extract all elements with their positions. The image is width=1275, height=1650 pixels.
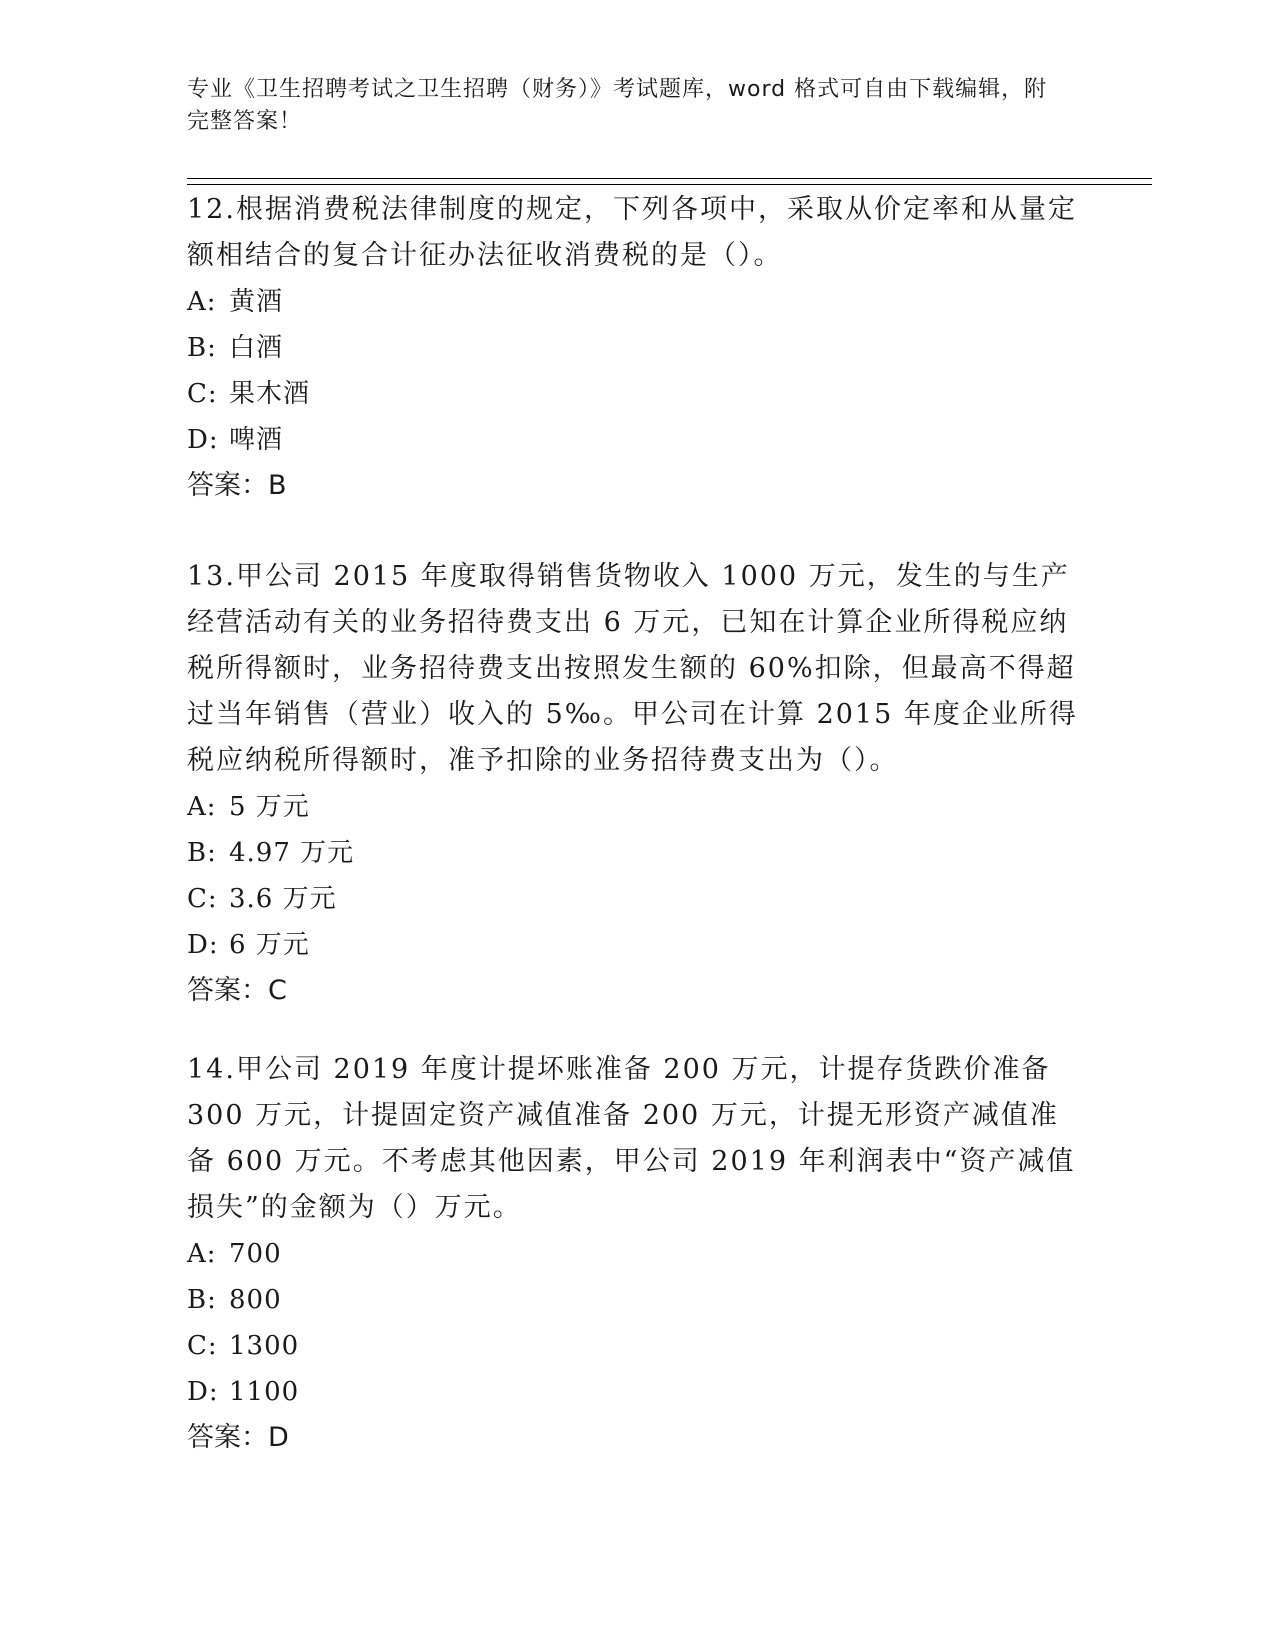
option-key: D: [187,1377,219,1407]
option-a [187,784,1087,830]
option-d [187,417,1087,463]
option-key: B: [187,1285,217,1315]
option-d [187,1369,1087,1415]
question-stem: 12.根据消费税法律制度的规定，下列各项中，采取从价定率和从量定额相结合的复合计征办法征收消费税的是（）。 [187,194,1077,271]
option-text: 5 万元 [229,792,310,822]
option-text: 700 [229,1239,282,1269]
option-list [187,1231,1087,1415]
question-stem: 14.甲公司 2019 年度计提坏账准备 200 万元，计提存货跌价准备 300 万元，计提固定资产减值准备 200 万元，计提无形资产减值准备 600 万元。不考虑其他因素，甲公司 2019 年利润表中“资产减值损失”的金额为（）万元。 [187,1054,1076,1223]
option-list [187,279,1087,463]
option-b [187,830,1087,876]
document-header: 专业《卫生招聘考试之卫生招聘（财务）》考试题库，word 格式可自由下载编辑，附完整答案！ [187,77,1048,134]
option-d [187,922,1087,968]
question-stem: 13.甲公司 2015 年度取得销售货物收入 1000 万元，发生的与生产经营活动有关的业务招待费支出 6 万元，已知在计算企业所得税应纳税所得额时，业务招待费支出按照发生额的 60%扣除，但最高不得超过当年销售（营业）收入的 5‰。甲公司在计算 2015 年度企业所得税应纳税所得额时，准予扣除的业务招待费支出为（）。 [187,561,1078,776]
option-c [187,371,1087,417]
option-key: A: [187,1239,217,1269]
option-text: 3.6 万元 [229,884,337,914]
question-13 [187,554,1087,1014]
header-divider-bottom [187,184,1152,185]
answer-label: 答案：C [187,975,287,1006]
option-b [187,325,1087,371]
option-a [187,1231,1087,1277]
header-divider-top [187,178,1152,179]
option-key: A: [187,792,217,822]
option-key: D: [187,425,219,455]
option-c [187,876,1087,922]
option-a [187,279,1087,325]
option-text: 果木酒 [229,379,311,409]
question-12 [187,187,1087,509]
option-c [187,1323,1087,1369]
option-text: 1100 [229,1377,300,1407]
option-key: A: [187,287,217,317]
option-key: C: [187,884,218,914]
option-key: C: [187,1331,218,1361]
option-list [187,784,1087,968]
option-key: B: [187,838,217,868]
option-text: 黄酒 [229,287,284,317]
option-text: 6 万元 [229,930,310,960]
answer-label: 答案：B [187,470,287,501]
answer-label: 答案：D [187,1422,289,1453]
option-text: 白酒 [229,333,284,363]
option-key: B: [187,333,217,363]
option-key: C: [187,379,218,409]
option-text: 啤酒 [229,425,284,455]
option-key: D: [187,930,219,960]
option-text: 4.97 万元 [229,838,355,868]
question-14 [187,1047,1087,1461]
option-text: 1300 [229,1331,300,1361]
option-b [187,1277,1087,1323]
option-text: 800 [229,1285,282,1315]
